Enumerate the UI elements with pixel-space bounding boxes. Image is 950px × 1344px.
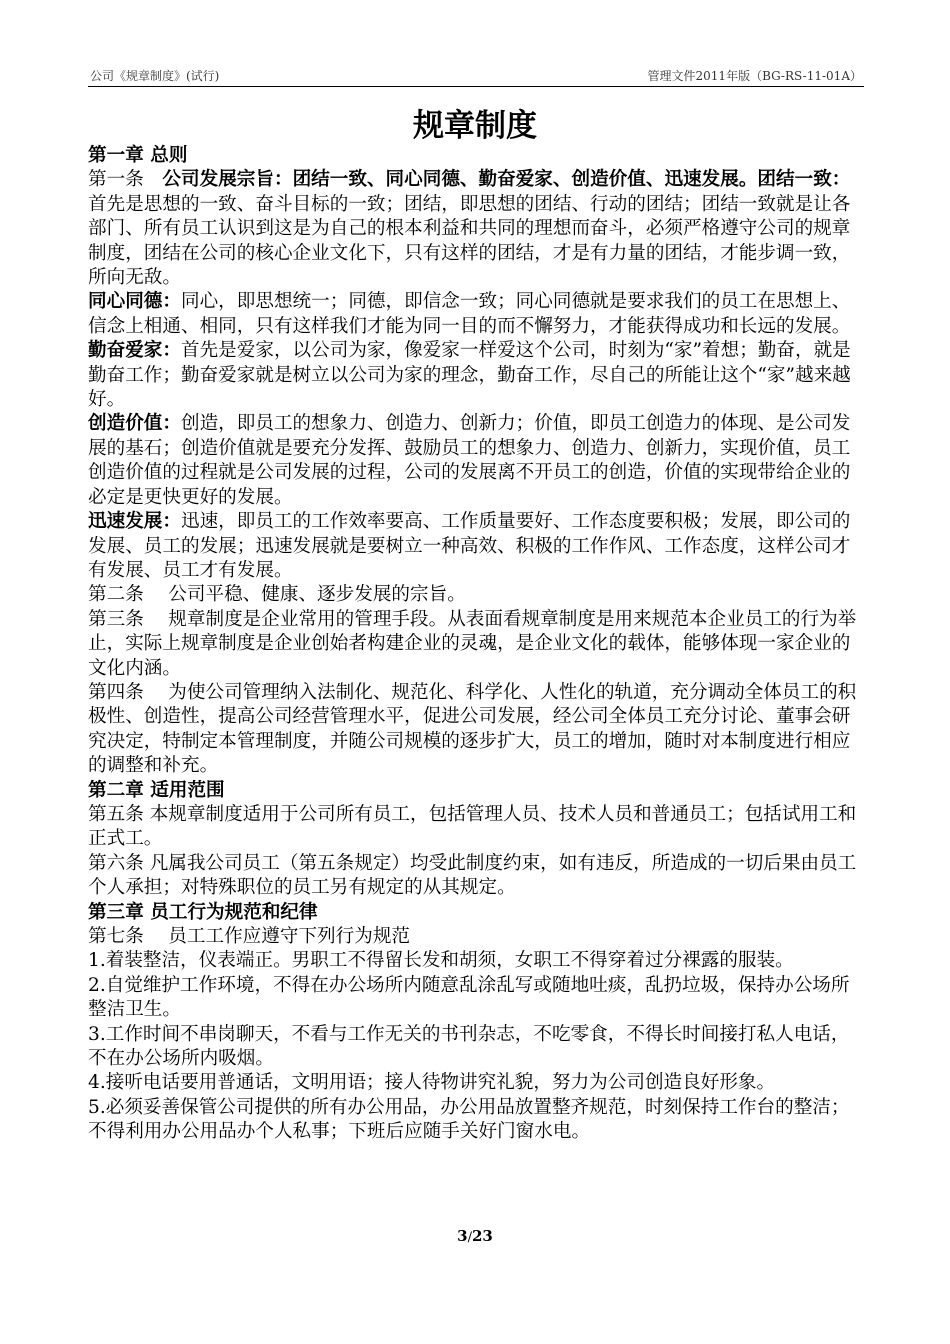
paragraph-tongxin (88, 290, 868, 339)
paragraph-tongxin-bold: 同心同德： (88, 291, 181, 313)
current-page: 3 (457, 1227, 468, 1245)
article-1-label: 第一条 (88, 169, 144, 191)
paragraph-tongxin-text: 同心，即思想统一；同德，即信念一致；同心同德就是要求我们的员工在思想上、信念上相通、相同，只有这样我们才能为同一目的而不懈努力，才能获得成功和长远的发展。 (88, 291, 851, 337)
paragraph-xunsu (88, 510, 868, 583)
chapter-1-heading: 第一章 总则 (88, 145, 188, 166)
list-item: 2.自觉维护工作环境，不得在办公场所内随意乱涂乱写或随地吐痰，乱扔垃圾，保持办公场所整洁卫生。 (88, 974, 850, 1021)
list-item: 4.接听电话要用普通话，文明用语；接人待物讲究礼貌，努力为公司创造良好形象。 (88, 1072, 776, 1094)
page-number (0, 1227, 950, 1245)
paragraph-xunsu-bold: 迅速发展： (88, 511, 181, 533)
list-item: 3.工作时间不串岗聊天，不看与工作无关的书刊杂志，不吃零食，不得长时间接打私人电话，不在办公场所内吸烟。 (88, 1023, 850, 1070)
article-4: 第四条 为使公司管理纳入法制化、规范化、科学化、人性化的轨道，充分调动全体员工的积极性、创造性，提高公司经营管理水平，促进公司发展，经公司全体员工充分讨论、董事会研究决定，特制定本管理制度，并随公司规模的逐步扩大，员工的增加，随时对本制度进行相应的调整和补充。 (88, 681, 857, 777)
total-pages: 23 (471, 1227, 493, 1245)
article-1 (88, 168, 868, 290)
article-6: 第六条 凡属我公司员工（第五条规定）均受此制度约束，如有违反，所造成的一切后果由员工个人承担；对特殊职位的员工另有规定的从其规定。 (88, 852, 857, 899)
page-separator: / (467, 1230, 472, 1245)
article-1-text: 首先是思想的一致、奋斗目标的一致；团结，即思想的团结、行动的团结；团结一致就是让各部门、所有员工认识到这是为自己的根本利益和共同的理想而奋斗，必须严格遵守公司的规章制度，团结在公司的核心企业文化下，只有这样的团结，才是有力量的团结，才能步调一致，所向无敌。 (88, 193, 851, 289)
article-3: 第三条 规章制度是企业常用的管理手段。从表面看规章制度是用来规范本企业员工的行为举止，实际上规章制度是企业创始者构建企业的灵魂，是企业文化的载体，能够体现一家企业的文化内涵。 (88, 608, 857, 679)
paragraph-chuangzao-bold: 创造价值： (88, 413, 181, 435)
article-5: 第五条 本规章制度适用于公司所有员工，包括管理人员、技术人员和普通员工；包括试用工和正式工。 (88, 803, 857, 850)
page-title: 规章制度 (413, 108, 537, 144)
paragraph-chuangzao (88, 412, 868, 510)
document-body (88, 144, 868, 1145)
list-item: 1.着装整洁，仪表端正。男职工不得留长发和胡须，女职工不得穿着过分裸露的服装。 (88, 950, 794, 972)
paragraph-qinfen-text: 首先是爱家，以公司为家，像爱家一样爱这个公司，时刻为“家”着想；勤奋，就是勤奋工作；勤奋爱家就是树立以公司为家的理念，勤奋工作，尽自己的所能让这个“家”越来越好。 (88, 340, 851, 411)
chapter-2-heading: 第二章 适用范围 (88, 779, 225, 801)
article-1-bold: 公司发展宗旨：团结一致、同心同德、勤奋爱家、创造价值、迅速发展。团结一致： (162, 169, 851, 191)
article-7: 第七条 员工工作应遵守下列行为规范 (88, 926, 411, 947)
header-left-text: 公司《规章制度》(试行) (90, 69, 220, 83)
paragraph-qinfen (88, 339, 868, 412)
article-2: 第二条 公司平稳、健康、逐步发展的宗旨。 (88, 584, 466, 606)
paragraph-xunsu-text: 迅速，即员工的工作效率要高、工作质量要好、工作态度要积极；发展，即公司的发展、员工的发展；迅速发展就是要树立一种高效、积极的工作作风、工作态度，这样公司才有发展、员工才有发展。 (88, 511, 851, 581)
header-right-text: 管理文件2011年版（BG-RS-11-01A） (647, 69, 862, 83)
chapter-3-heading: 第三章 员工行为规范和纪律 (88, 901, 318, 923)
list-item: 5.必须妥善保管公司提供的所有办公用品，办公用品放置整齐规范，时刻保持工作台的整洁；不得利用办公用品办个人私事；下班后应随手关好门窗水电。 (88, 1096, 850, 1143)
page-header (88, 66, 864, 87)
paragraph-chuangzao-text: 创造，即员工的想象力、创造力、创新力；价值，即员工创造力的体现、是公司发展的基石；创造价值就是要充分发挥、鼓励员工的想象力、创造力、创新力，实现价值，员工创造价值的过程就是公司发展的过程，公司的发展离不开员工的创造，价值的实现带给企业的必定是更快更好的发展。 (88, 413, 851, 508)
paragraph-qinfen-bold: 勤奋爱家： (88, 340, 181, 362)
